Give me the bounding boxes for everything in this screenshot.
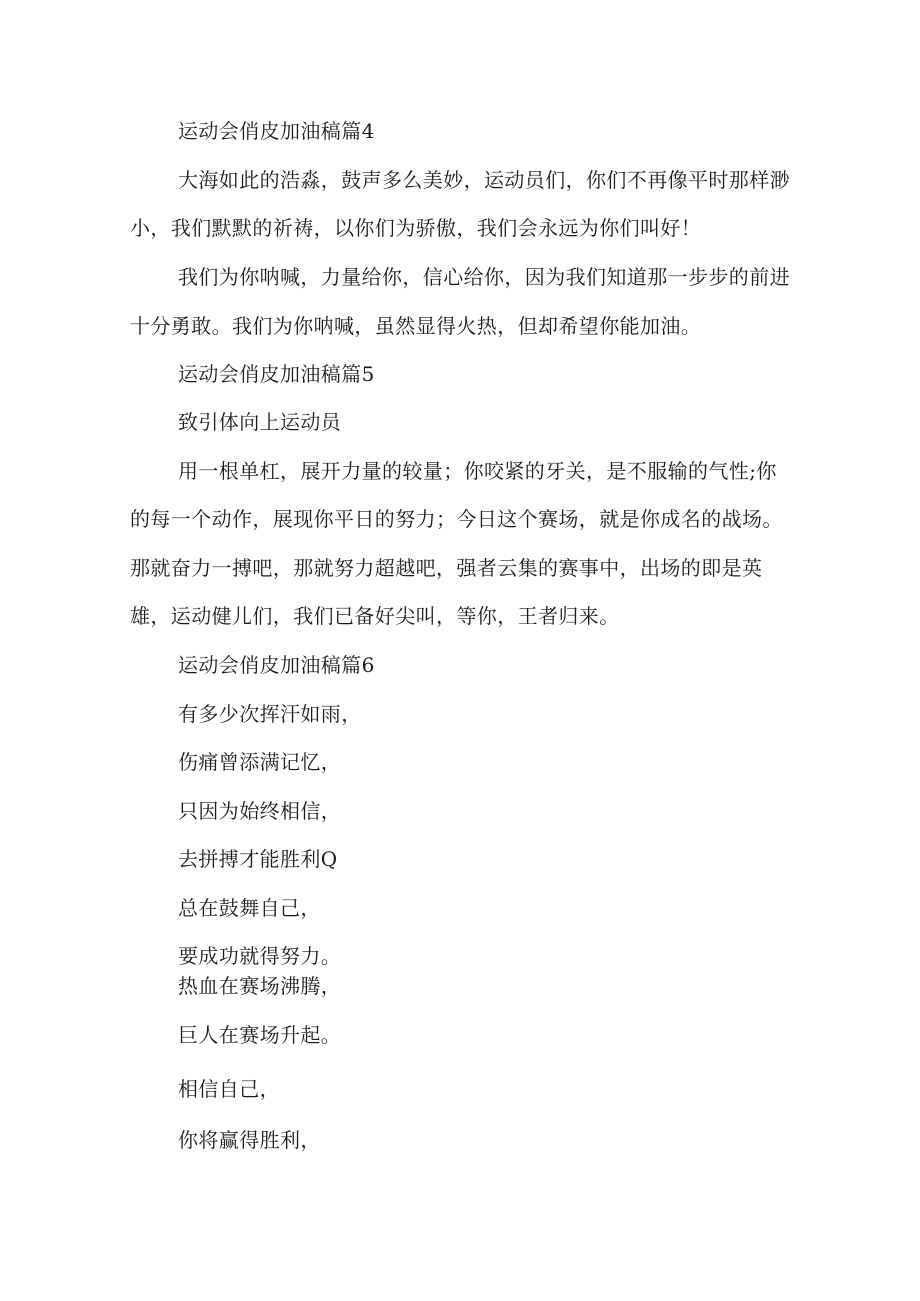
verse-line: 去拼搏才能胜利Q (178, 847, 338, 871)
verse-line: 只因为始终相信， (178, 799, 342, 823)
section-heading: 运动会俏皮加油稿篇5 (178, 362, 375, 386)
section-heading: 运动会俏皮加油稿篇4 (178, 119, 375, 143)
section-heading: 运动会俏皮加油稿篇6 (178, 653, 375, 677)
verse-line: 有多少次挥汗如雨， (178, 702, 362, 726)
paragraph-line: 用一根单杠，展开力量的较量；你咬紧的牙关，是不服输的气性;你 (178, 459, 777, 483)
paragraph-line: 雄，运动健儿们，我们已备好尖叫，等你，王者归来。 (130, 604, 620, 628)
paragraph-line: 大海如此的浩淼，鼓声多么美妙，运动员们，你们不再像平时那样渺 (178, 168, 790, 192)
paragraph-line: 小，我们默默的祈祷，以你们为骄傲，我们会永远为你们叫好！ (130, 216, 702, 240)
verse-line: 巨人在赛场升起。 (178, 1023, 342, 1047)
section-subtitle: 致引体向上运动员 (178, 410, 342, 434)
paragraph-line: 那就奋力一搏吧，那就努力超越吧，强者云集的赛事中，出场的即是英 (130, 556, 763, 580)
verse-line: 你将赢得胜利， (178, 1128, 321, 1152)
paragraph-line: 的每一个动作，展现你平日的努力；今日这个赛场，就是你成名的战场。 (130, 507, 783, 531)
verse-line: 热血在赛场沸腾， (178, 974, 342, 998)
verse-line: 要成功就得努力。 (178, 944, 342, 968)
paragraph-line: 十分勇敢。我们为你呐喊，虽然显得火热，但却希望你能加油。 (130, 314, 702, 338)
verse-line: 总在鼓舞自己， (178, 896, 321, 920)
verse-line: 伤痛曾添满记忆， (178, 750, 342, 774)
paragraph-line: 我们为你呐喊，力量给你，信心给你，因为我们知道那一步步的前进 (178, 265, 790, 289)
verse-line: 相信自己， (178, 1077, 280, 1101)
